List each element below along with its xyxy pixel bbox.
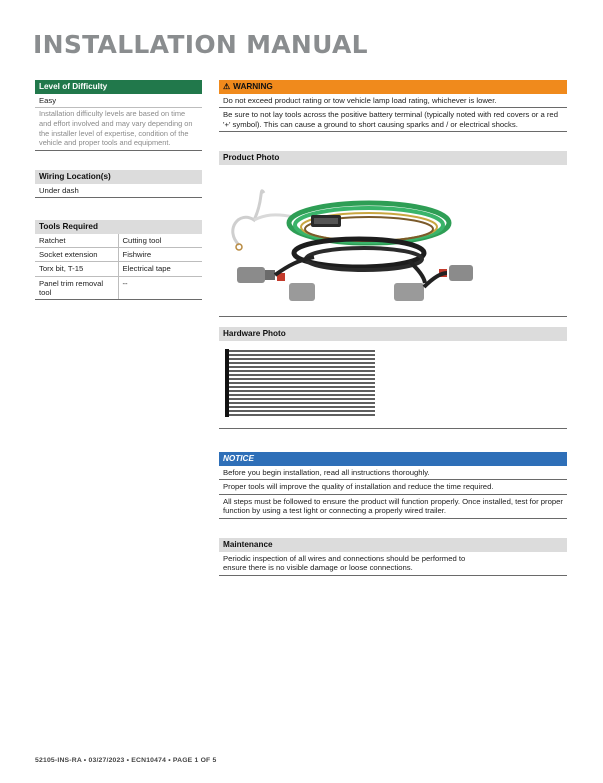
warning-heading-text: WARNING	[233, 82, 273, 91]
tools-section	[35, 220, 202, 300]
notice-section	[219, 452, 567, 519]
warning-line: Be sure to not lay tools across the positive battery terminal (typically noted with red covers or a red '+' symbol). This can cause a ground to short causing sparks and / or electrical shocks.	[219, 108, 567, 132]
wiring-harness-image	[219, 165, 567, 317]
difficulty-section	[35, 80, 202, 151]
tool-cell: Cutting tool	[118, 234, 202, 248]
difficulty-description: Installation difficulty levels are based on time and effort involved and may vary depending on the installer level of expertise, condition of the vehicle and proper tools and equipment.	[35, 108, 202, 151]
difficulty-level: Easy	[35, 94, 202, 108]
notice-line: Before you begin installation, read all instructions thoroughly.	[219, 466, 567, 480]
warning-heading	[219, 80, 567, 94]
product-photo	[219, 165, 567, 317]
maintenance-section	[219, 538, 567, 576]
product-photo-heading: Product Photo	[219, 151, 567, 165]
page-title: INSTALLATION MANUAL	[33, 30, 368, 59]
table-row	[35, 248, 202, 262]
tool-cell: Torx bit, T-15	[35, 262, 118, 276]
hardware-photo-section	[219, 327, 567, 429]
warning-section	[219, 80, 567, 132]
table-row	[35, 234, 202, 248]
tool-cell: Panel trim removal tool	[35, 276, 118, 299]
notice-line: Proper tools will improve the quality of installation and reduce the time required.	[219, 480, 567, 494]
maintenance-text: Periodic inspection of all wires and connections should be performed to ensure there is no visible damage or loose connections.	[219, 552, 567, 576]
product-photo-section	[219, 151, 567, 317]
wiring-section	[35, 170, 202, 198]
tool-cell: --	[118, 276, 202, 299]
tools-table	[35, 234, 202, 300]
tool-cell: Electrical tape	[118, 262, 202, 276]
warning-line: Do not exceed product rating or tow vehicle lamp load rating, whichever is lower.	[219, 94, 567, 108]
wiring-location: Under dash	[35, 184, 202, 198]
cable-ties-image	[219, 341, 567, 429]
maintenance-heading: Maintenance	[219, 538, 567, 552]
tool-cell: Fishwire	[118, 248, 202, 262]
table-row	[35, 276, 202, 299]
hardware-photo-heading: Hardware Photo	[219, 327, 567, 341]
hardware-photo	[219, 341, 567, 429]
notice-heading: NOTICE	[219, 452, 567, 466]
warning-triangle-icon: ⚠	[223, 82, 231, 91]
page-footer: 52105-INS-RA • 03/27/2023 • ECN10474 • PAGE 1 OF 5	[35, 757, 217, 764]
tool-cell: Socket extension	[35, 248, 118, 262]
table-row	[35, 262, 202, 276]
tools-heading: Tools Required	[35, 220, 202, 234]
notice-line: All steps must be followed to ensure the product will function properly. Once installed, test for proper function by using a test light or connecting a properly wired trailer.	[219, 495, 567, 519]
tool-cell: Ratchet	[35, 234, 118, 248]
wiring-heading: Wiring Location(s)	[35, 170, 202, 184]
difficulty-heading: Level of Difficulty	[35, 80, 202, 94]
